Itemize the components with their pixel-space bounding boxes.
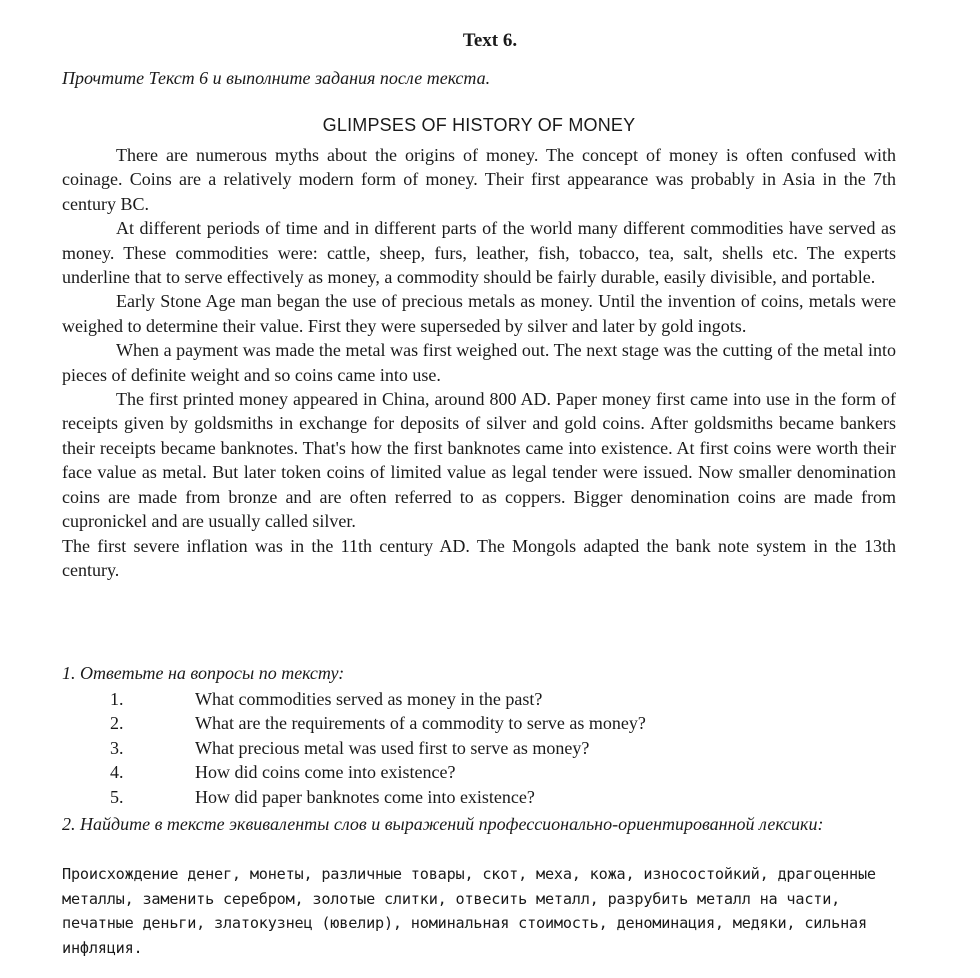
paragraph-6: The first severe inflation was in the 11th century AD. The Mongols adapted the bank note system in the 13th century. bbox=[62, 535, 896, 580]
reading-instruction: Прочтите Текст 6 и выполните задания после текста. bbox=[62, 68, 491, 88]
question-number: 4. bbox=[110, 762, 124, 783]
article-heading: GLIMPSES OF HISTORY OF MONEY bbox=[322, 115, 636, 135]
question-item bbox=[110, 687, 646, 711]
task-1-title: 1. Ответьте на вопросы по тексту: bbox=[62, 663, 345, 683]
question-number: 3. bbox=[110, 737, 124, 758]
question-list bbox=[110, 687, 646, 809]
paragraph-4: When a payment was made the metal was first weighed out. The next stage was the cutting of the metal into pieces of definite weight and so coins came into use. bbox=[62, 340, 896, 385]
paragraph-5: The first printed money appeared in China, around 800 AD. Paper money first came into use in the form of receipts given by goldsmiths in exchange for deposits of silver and gold coins. After goldsmiths became bankers their receipts became banknotes. That's how the first banknotes came into existence. At first coins were worth their face value as metal. But later token coins of limited value as legal tender were issued. Now smaller denomination coins are made from bronze and are often referred to as coppers. Bigger denomination coins are made from cupronickel and are usually called silver. bbox=[62, 389, 896, 532]
paragraph-1: There are numerous myths about the origins of money. The concept of money is often confused with coinage. Coins are a relatively modern form of money. Their first appearance was probably in Asia in the 7th century BC. bbox=[62, 145, 896, 214]
question-number: 2. bbox=[110, 713, 124, 734]
question-text: What are the requirements of a commodity to serve as money? bbox=[195, 713, 646, 734]
paragraph-3: Early Stone Age man began the use of precious metals as money. Until the invention of coins, metals were weighed to determine their value. First they were superseded by silver and later by gold ingots. bbox=[62, 291, 896, 336]
question-number: 1. bbox=[110, 689, 124, 709]
question-number: 5. bbox=[110, 786, 124, 807]
text-title: Text 6. bbox=[462, 30, 518, 51]
question-item bbox=[110, 760, 646, 784]
question-text: How did coins come into existence? bbox=[195, 762, 456, 783]
vocabulary-list: Происхождение денег, монеты, различные товары, скот, меха, кожа, износостойкий, драгоценные металлы, заменить серебром, золотые слитки, отвесить металл, разрубить металл на части, печатные деньги, златокузнец (ювелир), номинальная стоимость, деноминация, медяки, сильная инфляция. bbox=[62, 865, 876, 957]
task-2-title: 2. Найдите в тексте эквиваленты слов и выражений профессионально-ориентированной лексики: bbox=[62, 814, 824, 834]
question-text: How did paper banknotes come into existence? bbox=[195, 786, 535, 807]
article-body bbox=[62, 143, 896, 582]
question-text: What precious metal was used first to serve as money? bbox=[195, 737, 590, 758]
question-item bbox=[110, 785, 646, 809]
question-text: What commodities served as money in the past? bbox=[195, 689, 543, 709]
question-item bbox=[110, 711, 646, 735]
paragraph-2: At different periods of time and in different parts of the world many different commodities have served as money. These commodities were: cattle, sheep, furs, leather, fish, tobacco, tea, salt, shells etc. The experts underline that to serve effectively as money, a commodity should be fairly durable, easily divisible, and portable. bbox=[62, 218, 896, 288]
question-item bbox=[110, 736, 646, 760]
